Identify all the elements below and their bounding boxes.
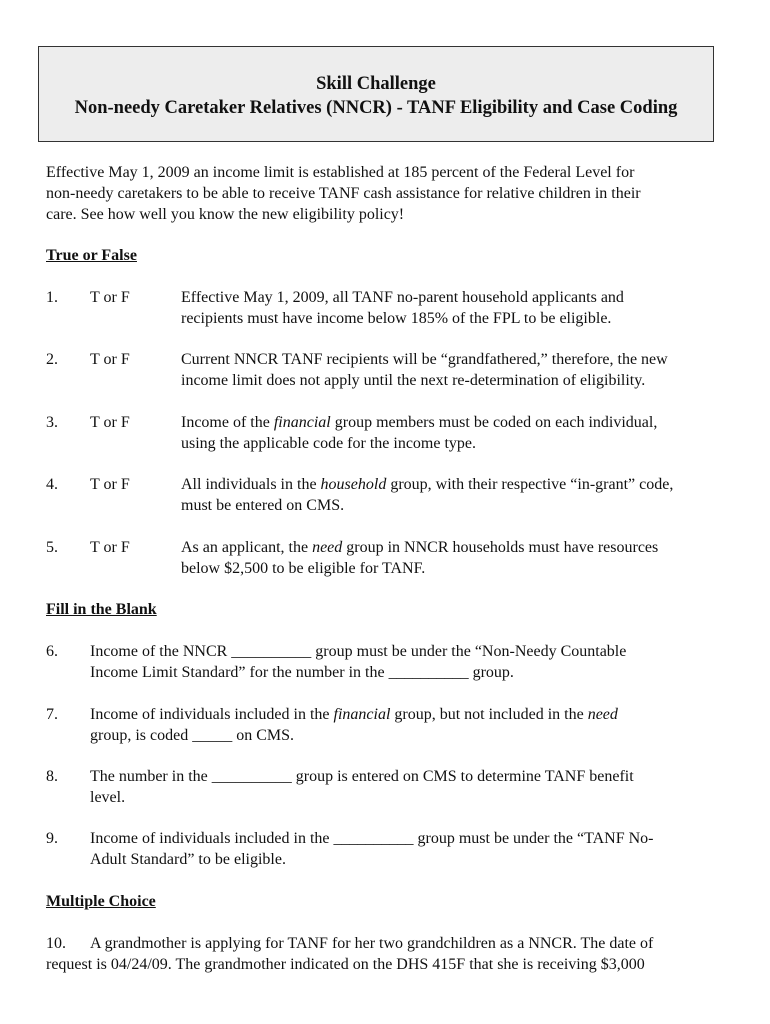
question-number: 7. [46, 706, 58, 723]
intro-paragraph [46, 162, 736, 225]
question-number: 4. [46, 476, 58, 493]
question-text-line-2: must be entered on CMS. [181, 497, 345, 514]
question-text [181, 537, 733, 579]
section-heading-multiple-choice: Multiple Choice [46, 893, 156, 910]
true-false-choice: T or F [90, 289, 130, 306]
question-text [181, 287, 733, 329]
question-text-line-1: As an applicant, the need group in NNCR households must have resources [181, 539, 659, 556]
question-text [181, 412, 733, 454]
question-text-line-2: level. [90, 789, 126, 806]
true-false-choice: T or F [90, 476, 130, 493]
emphasis-household: household [320, 476, 387, 493]
question-number: 10. [46, 935, 66, 952]
question-text-line-1: Income of the financial group members must be coded on each individual, [181, 414, 658, 431]
question-number: 8. [46, 768, 58, 785]
section-heading-true-false: True or False [46, 247, 137, 264]
question-10 [46, 933, 726, 975]
intro-line-2: non-needy caretakers to be able to receive TANF cash assistance for relative children in their [46, 185, 641, 202]
emphasis-financial: financial [273, 414, 331, 431]
intro-line-3: care. See how well you know the new eligibility policy! [46, 206, 405, 223]
question-text [90, 828, 730, 870]
question-text-line-1: All individuals in the household group, with their respective “in-grant” code, [181, 476, 674, 493]
question-number: 5. [46, 539, 58, 556]
question-text-line-1: Income of individuals included in the financial group, but not included in the need [90, 706, 618, 723]
question-number: 1. [46, 289, 58, 306]
question-text-line-2: group, is coded _____ on CMS. [90, 727, 294, 744]
title-line-1: Skill Challenge [316, 74, 436, 94]
true-false-choice: T or F [90, 351, 130, 368]
question-text-line-2: recipients must have income below 185% of the FPL to be eligible. [181, 310, 612, 327]
question-number: 3. [46, 414, 58, 431]
emphasis-need: need [587, 706, 618, 723]
question-number: 2. [46, 351, 58, 368]
question-text [90, 766, 730, 808]
question-text [181, 474, 733, 516]
question-text [181, 349, 733, 391]
true-false-choice: T or F [90, 414, 130, 431]
question-number: 6. [46, 643, 58, 660]
question-text-line-1: Current NNCR TANF recipients will be “grandfathered,” therefore, the new [181, 351, 668, 368]
question-number: 9. [46, 830, 58, 847]
intro-line-1: Effective May 1, 2009 an income limit is established at 185 percent of the Federal Level for [46, 164, 635, 181]
title-box [38, 46, 714, 142]
question-text [90, 641, 730, 683]
question-text [90, 704, 730, 746]
question-text-line-1: Income of individuals included in the __________ group must be under the “TANF No- [90, 830, 654, 847]
question-text-line-2: Adult Standard” to be eligible. [90, 851, 286, 868]
question-text-line-2: below $2,500 to be eligible for TANF. [181, 560, 426, 577]
question-text-line-1: Effective May 1, 2009, all TANF no-parent household applicants and [181, 289, 624, 306]
emphasis-financial: financial [333, 706, 391, 723]
question-text-line-1: Income of the NNCR __________ group must be under the “Non-Needy Countable [90, 643, 627, 660]
question-text-line-2: Income Limit Standard” for the number in the __________ group. [90, 664, 514, 681]
question-text: A grandmother is applying for TANF for her two grandchildren as a NNCR. The date of [90, 935, 654, 952]
question-text-line-2: request is 04/24/09. The grandmother indicated on the DHS 415F that she is receiving $3,000 [46, 956, 645, 973]
question-text-line-1 [46, 933, 726, 954]
emphasis-need: need [312, 539, 343, 556]
true-false-choice: T or F [90, 539, 130, 556]
section-heading-fill-blank: Fill in the Blank [46, 601, 157, 618]
question-text-line-2: using the applicable code for the income type. [181, 435, 477, 452]
title-line-2: Non-needy Caretaker Relatives (NNCR) - TANF Eligibility and Case Coding [74, 98, 678, 118]
question-text-line-1: The number in the __________ group is entered on CMS to determine TANF benefit [90, 768, 634, 785]
question-text-line-2: income limit does not apply until the next re-determination of eligibility. [181, 372, 646, 389]
